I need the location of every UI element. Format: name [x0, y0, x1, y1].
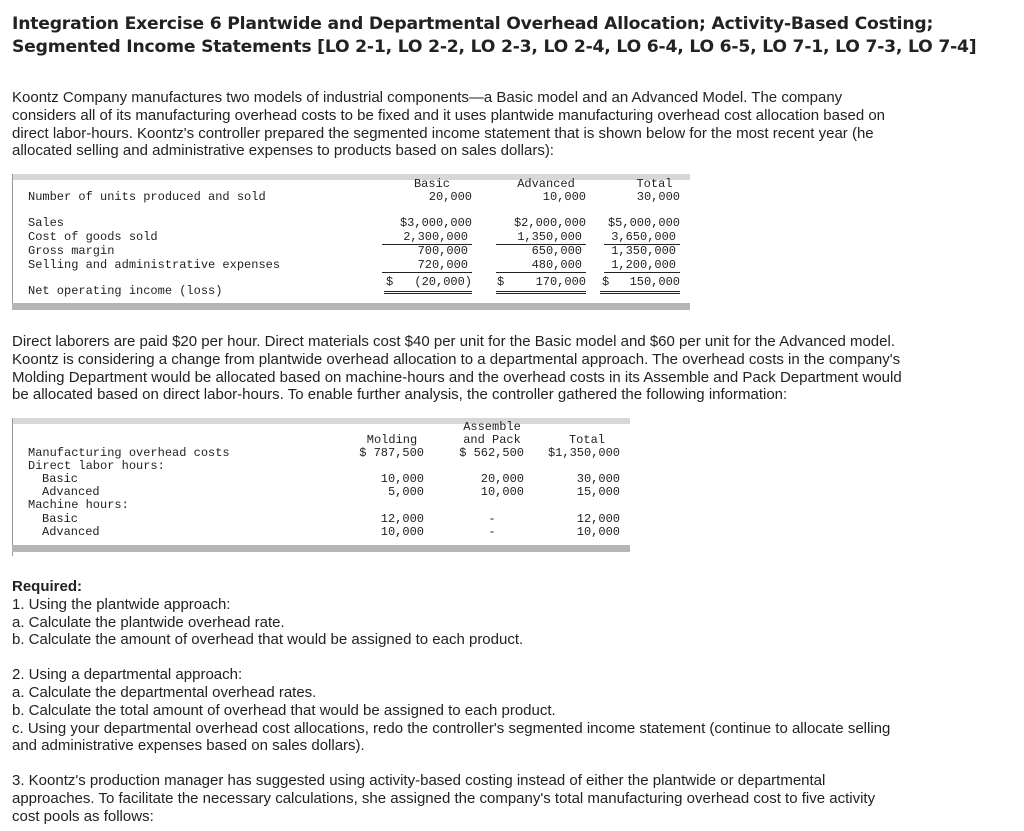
dlh-basic-assemble: 20,000	[480, 472, 524, 486]
middle-line: Koontz is considering a change from plantwide overhead allocation to a departmental approach. The overhead costs in the company's	[12, 350, 901, 368]
row-label-cogs: Cost of goods sold	[28, 230, 158, 244]
mh-basic-molding: 12,000	[380, 512, 424, 526]
question-1b: b. Calculate the amount of overhead that would be assigned to each product.	[12, 631, 524, 649]
mh-label: Machine hours:	[28, 498, 129, 512]
column-header-basic: Basic	[413, 177, 450, 191]
table-left-rule	[12, 418, 13, 556]
required-heading: Required:	[12, 578, 83, 595]
sales-advanced: $2,000,000	[513, 216, 586, 230]
question-3-cont: cost pools as follows:	[12, 807, 154, 825]
dlh-basic-molding: 10,000	[380, 472, 424, 486]
column-header-total: Total	[636, 177, 673, 191]
dlh-advanced-label: Advanced	[42, 485, 100, 499]
noi-basic: (20,000)	[384, 275, 472, 294]
noi-total: 150,000	[600, 275, 680, 294]
question-2: 2. Using a departmental approach:	[12, 666, 243, 684]
row-label-selling-admin: Selling and administrative expenses	[28, 258, 281, 272]
sales-basic: $3,000,000	[399, 216, 472, 230]
overhead-label: Manufacturing overhead costs	[28, 446, 230, 460]
column-header-advanced: Advanced	[517, 177, 575, 191]
department-table	[12, 418, 632, 556]
middle-line: Direct laborers are paid $20 per hour. Direct materials cost $40 per unit for the Basic model and $60 per unit for the Advanced model.	[12, 333, 895, 350]
question-1: 1. Using the plantwide approach:	[12, 595, 231, 613]
overhead-assemble: $ 562,500	[459, 446, 524, 460]
cogs-total: 3,650,000	[604, 230, 680, 245]
question-2c-cont: and administrative expenses based on sales dollars).	[12, 737, 365, 755]
overhead-total: $1,350,000	[547, 446, 620, 460]
selling-admin-basic: 720,000	[382, 258, 472, 273]
mh-advanced-total: 10,000	[576, 525, 620, 539]
table-footer-band	[12, 303, 690, 310]
middle-line: be allocated based on direct labor-hours. To enable further analysis, the controller gathered the following information:	[12, 386, 788, 404]
cogs-advanced: 1,350,000	[496, 230, 586, 245]
cogs-basic: 2,300,000	[382, 230, 472, 245]
units-advanced: 10,000	[542, 190, 586, 204]
gross-margin-advanced: 650,000	[531, 244, 582, 258]
noi-dollar-advanced: $	[497, 275, 505, 289]
column-header-total: Total	[568, 433, 605, 447]
dlh-basic-total: 30,000	[576, 472, 620, 486]
mh-basic-total: 12,000	[576, 512, 620, 526]
units-basic: 20,000	[428, 190, 472, 204]
income-statement-table	[12, 174, 692, 310]
intro-line: Koontz Company manufactures two models of industrial components—a Basic model and an Advanced Model. The company	[12, 89, 843, 106]
sales-total: $5,000,000	[607, 216, 680, 230]
mh-advanced-assemble: -	[488, 525, 496, 539]
overhead-molding: $ 787,500	[359, 446, 424, 460]
selling-admin-total: 1,200,000	[604, 258, 680, 273]
mh-basic-assemble: -	[488, 512, 496, 526]
dlh-advanced-molding: 5,000	[387, 485, 424, 499]
question-3: 3. Koontz's production manager has suggested using activity-based costing instead of either the plantwide or departmental	[12, 772, 826, 790]
row-label-gross-margin: Gross margin	[28, 244, 115, 258]
dlh-advanced-assemble: 10,000	[480, 485, 524, 499]
selling-admin-advanced: 480,000	[496, 258, 586, 273]
middle-paragraph	[12, 333, 1012, 404]
question-2b: b. Calculate the total amount of overhead that would be assigned to each product.	[12, 701, 556, 719]
dlh-advanced-total: 15,000	[576, 485, 620, 499]
table-left-rule	[12, 174, 13, 310]
dlh-basic-label: Basic	[42, 472, 79, 486]
required-section	[12, 578, 1012, 826]
question-2c: c. Using your departmental overhead cost allocations, redo the controller's segmented income statement (continue to allocate selling	[12, 719, 891, 737]
table-header-band	[12, 418, 630, 424]
units-total: 30,000	[636, 190, 680, 204]
question-3-cont: approaches. To facilitate the necessary calculations, she assigned the company's total manufacturing overhead cost to five activity	[12, 789, 876, 807]
mh-advanced-molding: 10,000	[380, 525, 424, 539]
column-header-and-pack: and Pack	[463, 433, 521, 447]
question-1a: a. Calculate the plantwide overhead rate.	[12, 613, 285, 631]
intro-line: considers all of its manufacturing overhead costs to be fixed and it uses plantwide manufacturing overhead cost allocation based on	[12, 106, 886, 124]
middle-line: Molding Department would be allocated based on machine-hours and the overhead costs in its Assemble and Pack Department would	[12, 368, 902, 386]
title-line-2: Segmented Income Statements [LO 2-1, LO 2-2, LO 2-3, LO 2-4, LO 6-4, LO 6-5, LO 7-1, LO 7-3, LO 7-4]	[12, 37, 977, 57]
units-label: Number of units produced and sold	[28, 190, 266, 204]
intro-line: direct labor-hours. Koontz's controller prepared the segmented income statement that is shown below for the most recent year (he	[12, 124, 874, 142]
intro-paragraph	[12, 89, 1012, 160]
gross-margin-total: 1,350,000	[611, 244, 676, 258]
column-header-molding: Molding	[366, 433, 418, 447]
gross-margin-basic: 700,000	[417, 244, 468, 258]
noi-advanced: 170,000	[496, 275, 586, 294]
mh-basic-label: Basic	[42, 512, 79, 526]
column-header-assemble: Assemble	[463, 420, 521, 434]
table-footer-band	[12, 545, 630, 552]
noi-dollar-total: $	[602, 275, 610, 289]
row-label-sales: Sales	[28, 216, 65, 230]
intro-line: allocated selling and administrative expenses to products based on sales dollars):	[12, 142, 554, 160]
mh-advanced-label: Advanced	[42, 525, 100, 539]
row-label-noi: Net operating income (loss)	[28, 284, 223, 298]
title-line-1: Integration Exercise 6 Plantwide and Departmental Overhead Allocation; Activity-Based Costing;	[12, 14, 934, 34]
question-2a: a. Calculate the departmental overhead rates.	[12, 683, 317, 701]
noi-dollar-basic: $	[386, 275, 394, 289]
exercise-title	[12, 13, 1012, 59]
dlh-label: Direct labor hours:	[28, 459, 165, 473]
